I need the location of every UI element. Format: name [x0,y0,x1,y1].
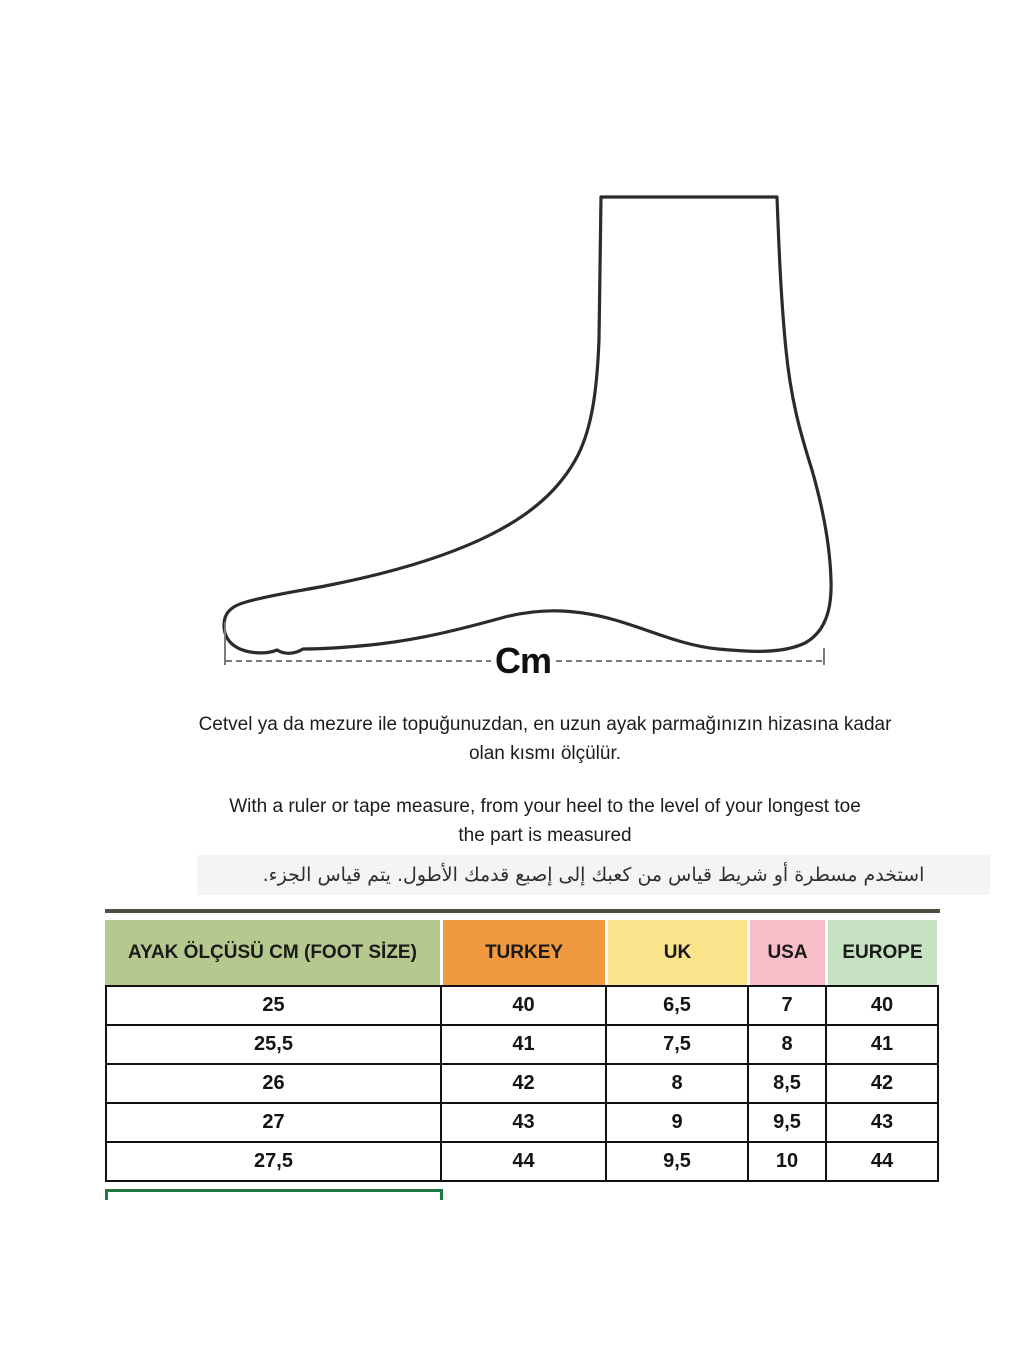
cm-unit-label: Cm [494,640,551,681]
instruction-turkish-line2: olan kısmı ölçülür. [468,743,622,764]
size-table [105,985,939,1182]
selection-tick-right [440,1189,443,1200]
selection-tick-left [105,1189,108,1200]
cell-usa: 10 [748,1142,826,1181]
instruction-arabic: استخدم مسطرة أو شريط قياس من كعبك إلى إصبع قدمك الأطول. يتم قياس الجزء. [197,855,990,895]
instruction-turkish-line1: Cetvel ya da mezure ile topuğunuzdan, en uzun ayak parmağınızın hizasına kadar [198,714,892,735]
table-row [106,986,938,1025]
cell-uk: 7,5 [606,1025,748,1064]
cell-turkey: 43 [441,1103,606,1142]
cell-turkey: 44 [441,1142,606,1181]
size-table-header [105,920,937,985]
cell-turkey: 41 [441,1025,606,1064]
instruction-english [70,792,1020,850]
selection-border [105,1189,443,1192]
cell-foot-size: 27,5 [106,1142,441,1181]
instruction-turkish [70,710,1020,768]
table-top-border [105,909,940,913]
cell-foot-size: 27 [106,1103,441,1142]
table-row [106,1025,938,1064]
cell-foot-size: 26 [106,1064,441,1103]
instruction-english-line2: the part is measured [458,825,632,846]
table-row [106,1064,938,1103]
cell-europe: 43 [826,1103,938,1142]
cell-usa: 9,5 [748,1103,826,1142]
header-turkey: TURKEY [440,920,605,985]
cell-turkey: 42 [441,1064,606,1103]
table-row [106,1103,938,1142]
cell-uk: 8 [606,1064,748,1103]
header-uk: UK [605,920,747,985]
cell-foot-size: 25 [106,986,441,1025]
cell-foot-size: 25,5 [106,1025,441,1064]
table-row [106,1142,938,1181]
cell-uk: 6,5 [606,986,748,1025]
cell-europe: 40 [826,986,938,1025]
cell-usa: 8 [748,1025,826,1064]
cell-usa: 7 [748,986,826,1025]
cell-europe: 42 [826,1064,938,1103]
foot-outline [224,197,831,653]
cell-europe: 44 [826,1142,938,1181]
header-foot-size: AYAK ÖLÇÜSÜ CM (FOOT SİZE) [105,920,440,985]
header-europe: EUROPE [825,920,937,985]
cell-uk: 9 [606,1103,748,1142]
cell-uk: 9,5 [606,1142,748,1181]
cell-turkey: 40 [441,986,606,1025]
cell-usa: 8,5 [748,1064,826,1103]
instruction-english-line1: With a ruler or tape measure, from your heel to the level of your longest toe [229,796,861,817]
cell-europe: 41 [826,1025,938,1064]
header-usa: USA [747,920,825,985]
